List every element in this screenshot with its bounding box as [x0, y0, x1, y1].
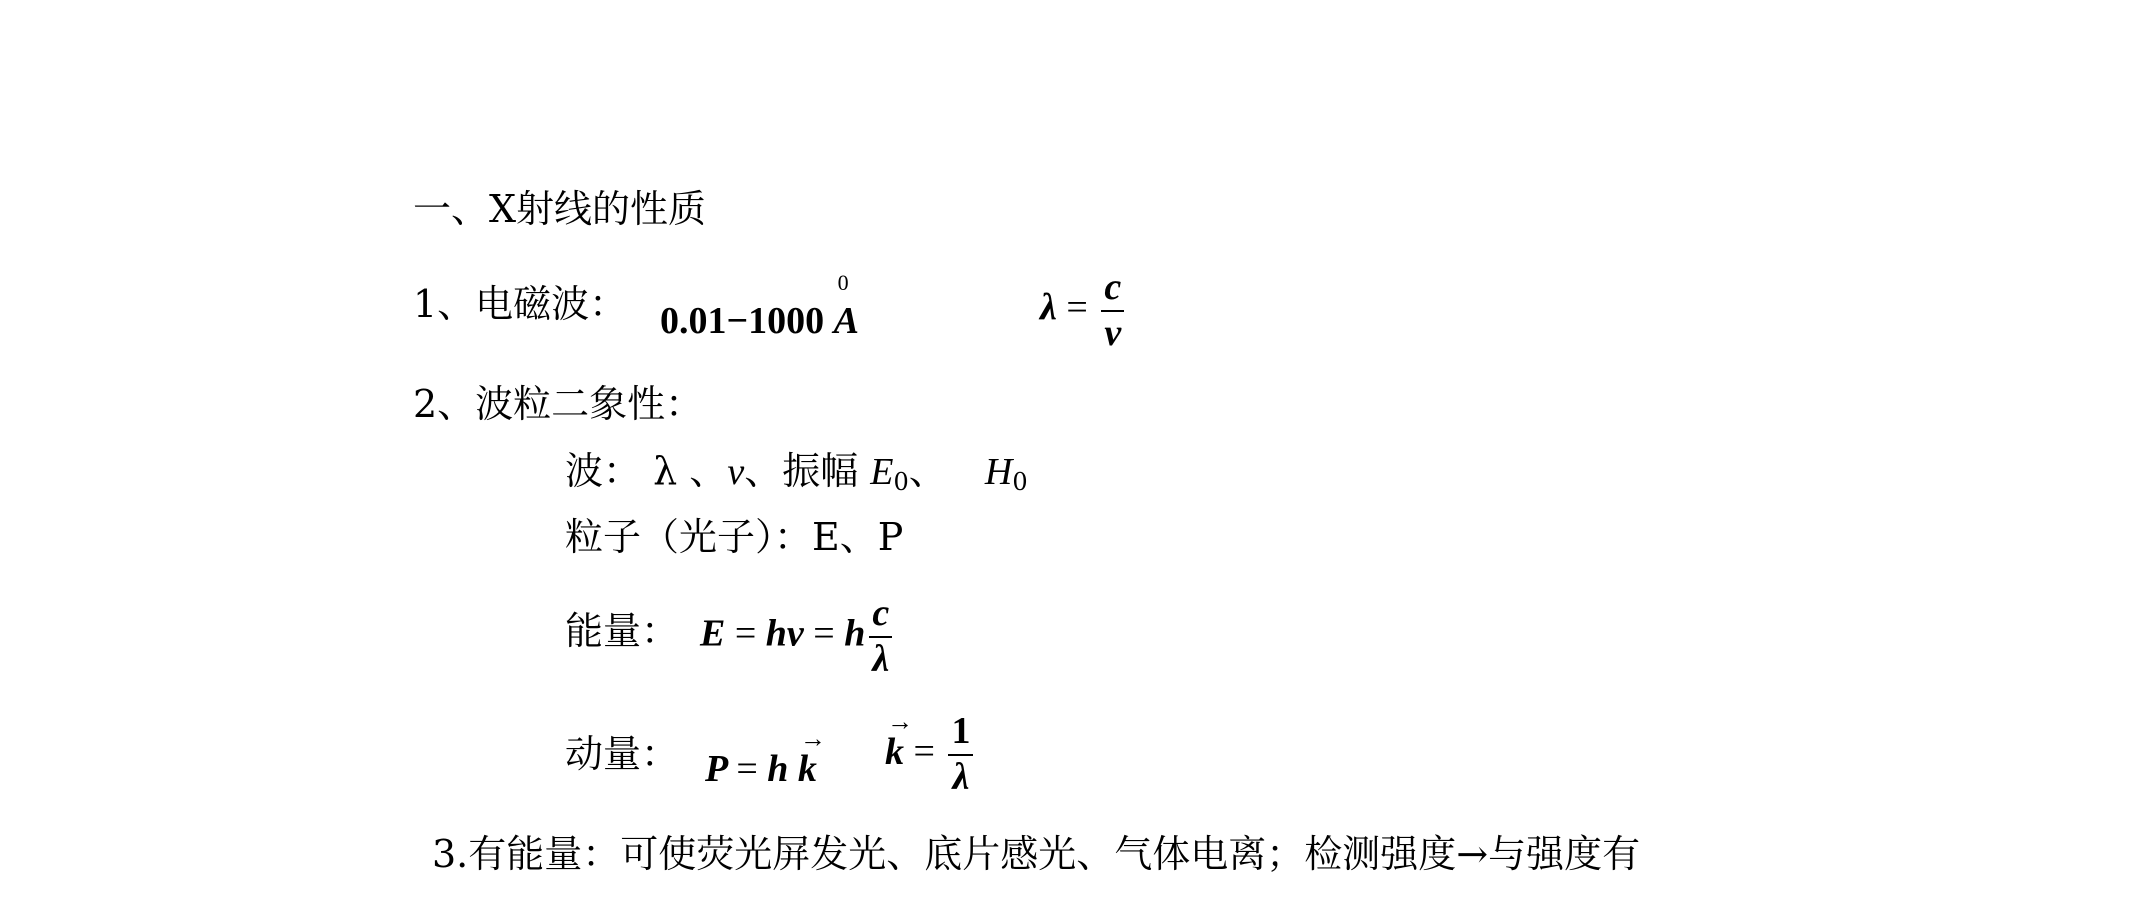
fraction-numerator: c [1104, 266, 1122, 308]
momentum-formula [705, 750, 817, 788]
equals-sign: = [1066, 286, 1088, 329]
range-value: 0.01−1000 [660, 300, 825, 342]
energy-frac-den: λ [872, 637, 890, 680]
wave-nu: v [727, 451, 745, 493]
momentum-line [565, 732, 680, 776]
wave-e: E [870, 451, 894, 493]
angstrom-mark: 0 [837, 270, 849, 295]
wavelength-range [660, 270, 860, 342]
wave-h: H [984, 451, 1013, 493]
item-electromagnetic-wave [413, 282, 628, 326]
fraction-c-over-lambda [869, 594, 892, 680]
energy-h: h [844, 612, 866, 655]
item-energy-effects: 3.有能量：可使荧光屏发光、底片感光、气体电离；检测强度→与强度有 [432, 832, 1641, 876]
wavevector-k: → k [885, 733, 904, 771]
fraction-denominator: v [1104, 311, 1122, 354]
energy-label: 能量： [565, 609, 680, 653]
wave-properties [565, 449, 1028, 496]
energy-eq2: = [813, 612, 835, 655]
wavevector-frac-den: λ [952, 755, 970, 798]
wavevector-frac-num: 1 [951, 710, 971, 752]
energy-frac-num: c [872, 592, 890, 634]
angstrom-unit [833, 270, 860, 342]
wavevector-formula [885, 712, 977, 798]
energy-eq1: = [734, 612, 757, 655]
wavevector-eq: = [913, 730, 935, 773]
lambda-symbol: λ [1040, 286, 1057, 329]
particle-properties: 粒子（光子）：E、P [565, 515, 904, 559]
wave-label: 波： [565, 449, 642, 493]
wave-lambda: λ [653, 449, 678, 493]
fraction-1-over-lambda [948, 712, 973, 798]
momentum-lhs: P [705, 748, 727, 790]
momentum-k-vector: → k [798, 750, 817, 788]
wave-h-sub: 0 [1012, 468, 1028, 496]
momentum-h: h [767, 748, 789, 790]
wave-sep2: 、振幅 [744, 449, 859, 493]
wave-sep1: 、 [689, 449, 728, 493]
wave-e-sub: 0 [893, 468, 909, 496]
energy-line [565, 609, 680, 653]
energy-lhs: E [700, 612, 726, 655]
energy-hv: hv [765, 612, 804, 655]
angstrom-letter: A [833, 300, 860, 342]
item1-label: 1、电磁波： [413, 282, 628, 326]
wave-sep3: 、 [908, 449, 947, 493]
momentum-label: 动量： [565, 732, 680, 776]
item-wave-particle-duality: 2、波粒二象性： [413, 382, 704, 426]
momentum-eq1: = [736, 748, 758, 790]
section-heading: 一、X射线的性质 [413, 187, 707, 231]
fraction-c-over-v [1101, 268, 1124, 354]
energy-formula [700, 594, 896, 680]
lambda-formula [1040, 268, 1128, 354]
